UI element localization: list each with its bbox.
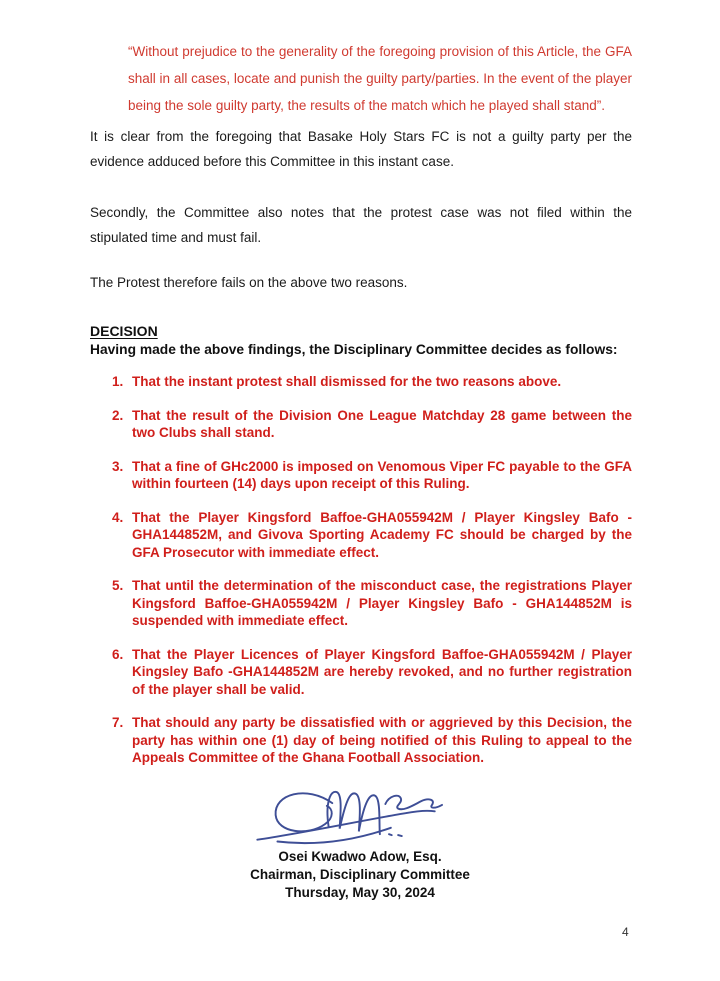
decision-item-2: That the result of the Division One League Matchday 28 game between the two Clubs shall stand. xyxy=(132,407,632,440)
decision-item-1: That the instant protest shall dismissed for the two reasons above. xyxy=(132,374,562,389)
signature xyxy=(242,783,472,847)
decision-item-4: That the Player Kingsford Baffoe-GHA055942M / Player Kingsley Bafo - GHA144852M, and Givova Sporting Academy FC should be charged by the GFA Prosecutor with immediate effect. xyxy=(132,509,632,560)
decision-item-6: That the Player Licences of Player Kingsford Baffoe-GHA055942M / Player Kingsley Bafo -GHA144852M are hereby revoked, and no further registration of the player shall be valid. xyxy=(132,646,632,697)
ruling-date: Thursday, May 30, 2024 xyxy=(285,884,435,900)
decision-intro: Having made the above findings, the Disciplinary Committee decides as follows: xyxy=(90,342,618,357)
handwritten-signature-icon xyxy=(242,783,472,847)
decision-item-7: That should any party be dissatisfied with or aggrieved by this Decision, the party has within one (1) day of being notified of this Ruling to appeal to the Appeals Committee of the Ghana Football Association. xyxy=(132,715,632,765)
body-paragraph-3: The Protest therefore fails on the above two reasons. xyxy=(90,275,408,290)
signatory-name: Osei Kwadwo Adow, Esq. xyxy=(278,848,442,864)
body-paragraph-1: It is clear from the foregoing that Basake Holy Stars FC is not a guilty party per the evidence adduced before this Committee in this instant case. xyxy=(90,129,632,169)
quote-paragraph: “Without prejudice to the generality of the foregoing provision of this Article, the GFA shall in all cases, locate and punish the guilty party/parties. In the event of the player being the sole guilty party, the results of the match which he played shall stand”. xyxy=(128,44,632,113)
signatory-block xyxy=(0,848,720,902)
body-paragraph-2: Secondly, the Committee also notes that the protest case was not filed within the stipulated time and must fail. xyxy=(90,205,632,245)
decision-list xyxy=(112,373,632,767)
decision-item-5: That until the determination of the misconduct case, the registrations Player Kingsford Baffoe-GHA055942M / Player Kingsley Bafo - GHA144852M is suspended with immediate effect. xyxy=(132,578,632,628)
signatory-title: Chairman, Disciplinary Committee xyxy=(250,866,470,882)
decision-heading: DECISION xyxy=(90,323,158,339)
page-number: 4 xyxy=(622,925,629,939)
decision-item-3: That a fine of GHc2000 is imposed on Venomous Viper FC payable to the GFA within fourteen (14) days upon receipt of this Ruling. xyxy=(132,458,632,491)
